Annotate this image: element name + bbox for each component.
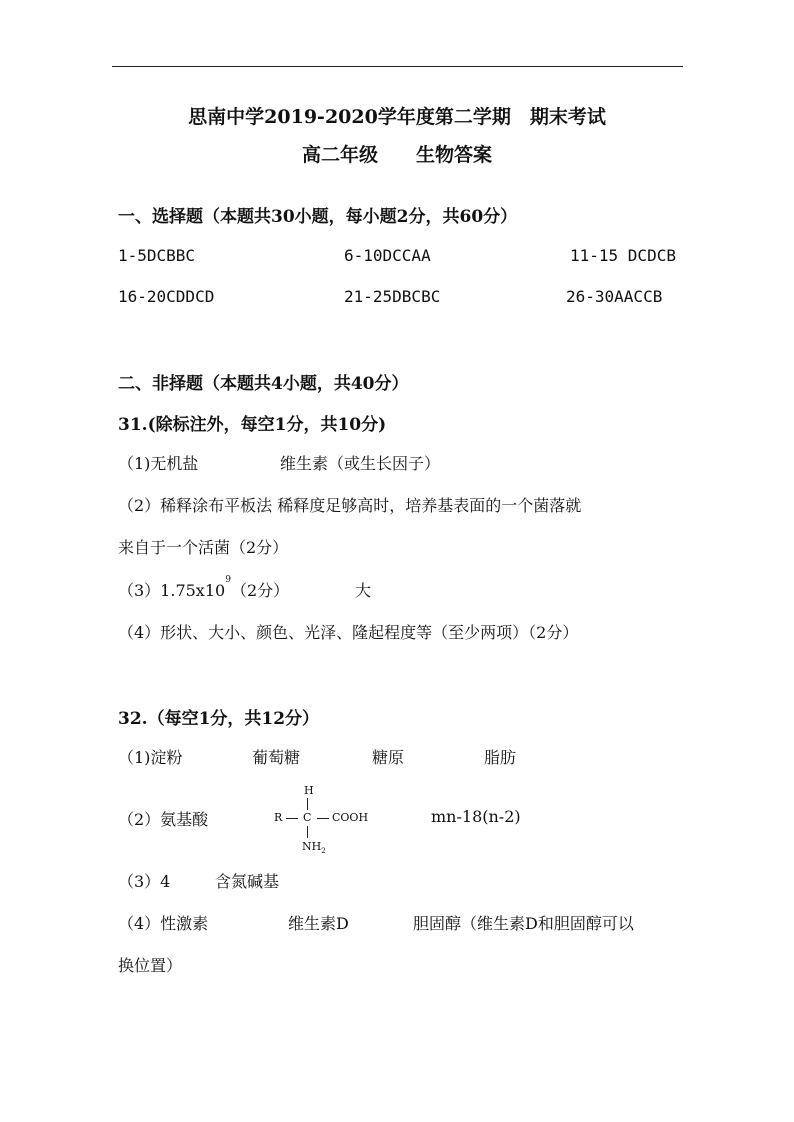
q32-answer1-item3: 脂肪 [484,748,517,767]
q31-heading: 31.(除标注外，每空1分，共10分) [118,415,387,435]
q31-answer1-label: （1)无机盐 [118,454,199,473]
answer-1-5: 1-5DCBBC [118,246,196,265]
answer-21-25: 21-25DBCBC [344,287,441,306]
formula-cooh: COOH [332,811,369,824]
q31-answer2-line2: 来自于一个活菌（2分） [118,538,289,557]
q31-answer3 [118,575,290,601]
q32-answer1-label: （1)淀粉 [118,748,183,767]
formula-bond-bottom [307,826,308,838]
q31-answer3-value2: 大 [355,581,372,600]
top-rule [112,66,683,67]
q32-answer1-item2: 糖原 [372,748,405,767]
page-subtitle: 高二年级 生物答案 [301,144,492,166]
section2-heading: 二、非择题（本题共4小题，共40分） [118,374,409,394]
q32-answer4-value3: 胆固醇（维生素D和胆固醇可以 [413,914,634,933]
formula-c: C [303,811,312,824]
q31-answer3-prefix: （3）1.75x10 [118,581,226,600]
q32-answer3-value2: 含氮碱基 [215,872,280,891]
q32-answer3-label: （3）4 [118,872,171,891]
formula-bond-left [286,818,298,819]
answer-6-10: 6-10DCCAA [344,246,431,265]
formula-h: H [304,784,314,797]
q31-answer3-exponent: 9 [225,575,231,585]
formula-r: R [274,811,283,824]
q31-answer1-value2: 维生素（或生长因子） [280,454,441,473]
formula-nh: NH [302,840,322,853]
q32-answer4-line2: 换位置） [118,956,183,975]
formula-bond-top [307,798,308,810]
answer-11-15: 11-15 DCDCB [570,246,676,265]
answer-26-30: 26-30AACCB [566,287,663,306]
q32-heading: 32.（每空1分，共12分） [118,709,320,729]
q31-answer2-line1: （2）稀释涂布平板法 稀释度足够高时，培养基表面的一个菌落就 [118,496,582,515]
formula-nh2 [302,840,326,855]
q32-answer2-label: （2）氨基酸 [118,810,209,829]
q32-answer4-label: （4）性激素 [118,914,209,933]
formula-nh2-subscript: 2 [321,847,326,856]
q31-answer4: （4）形状、大小、颜色、光泽、隆起程度等（至少两项）（2分） [118,623,579,642]
amino-acid-structure-formula [268,784,378,854]
section1-heading: 一、选择题（本题共30小题，每小题2分，共60分） [118,207,518,227]
q32-answer2-value2: mn-18(n-2) [431,807,521,826]
q32-answer1-item1: 葡萄糖 [252,748,301,767]
formula-bond-right [317,818,329,819]
answer-16-20: 16-20CDDCD [118,287,215,306]
q32-answer4-value2: 维生素D [288,914,349,933]
page-title: 思南中学2019-2020学年度第二学期 期末考试 [188,106,606,128]
q31-answer3-suffix: （2分） [230,581,290,600]
